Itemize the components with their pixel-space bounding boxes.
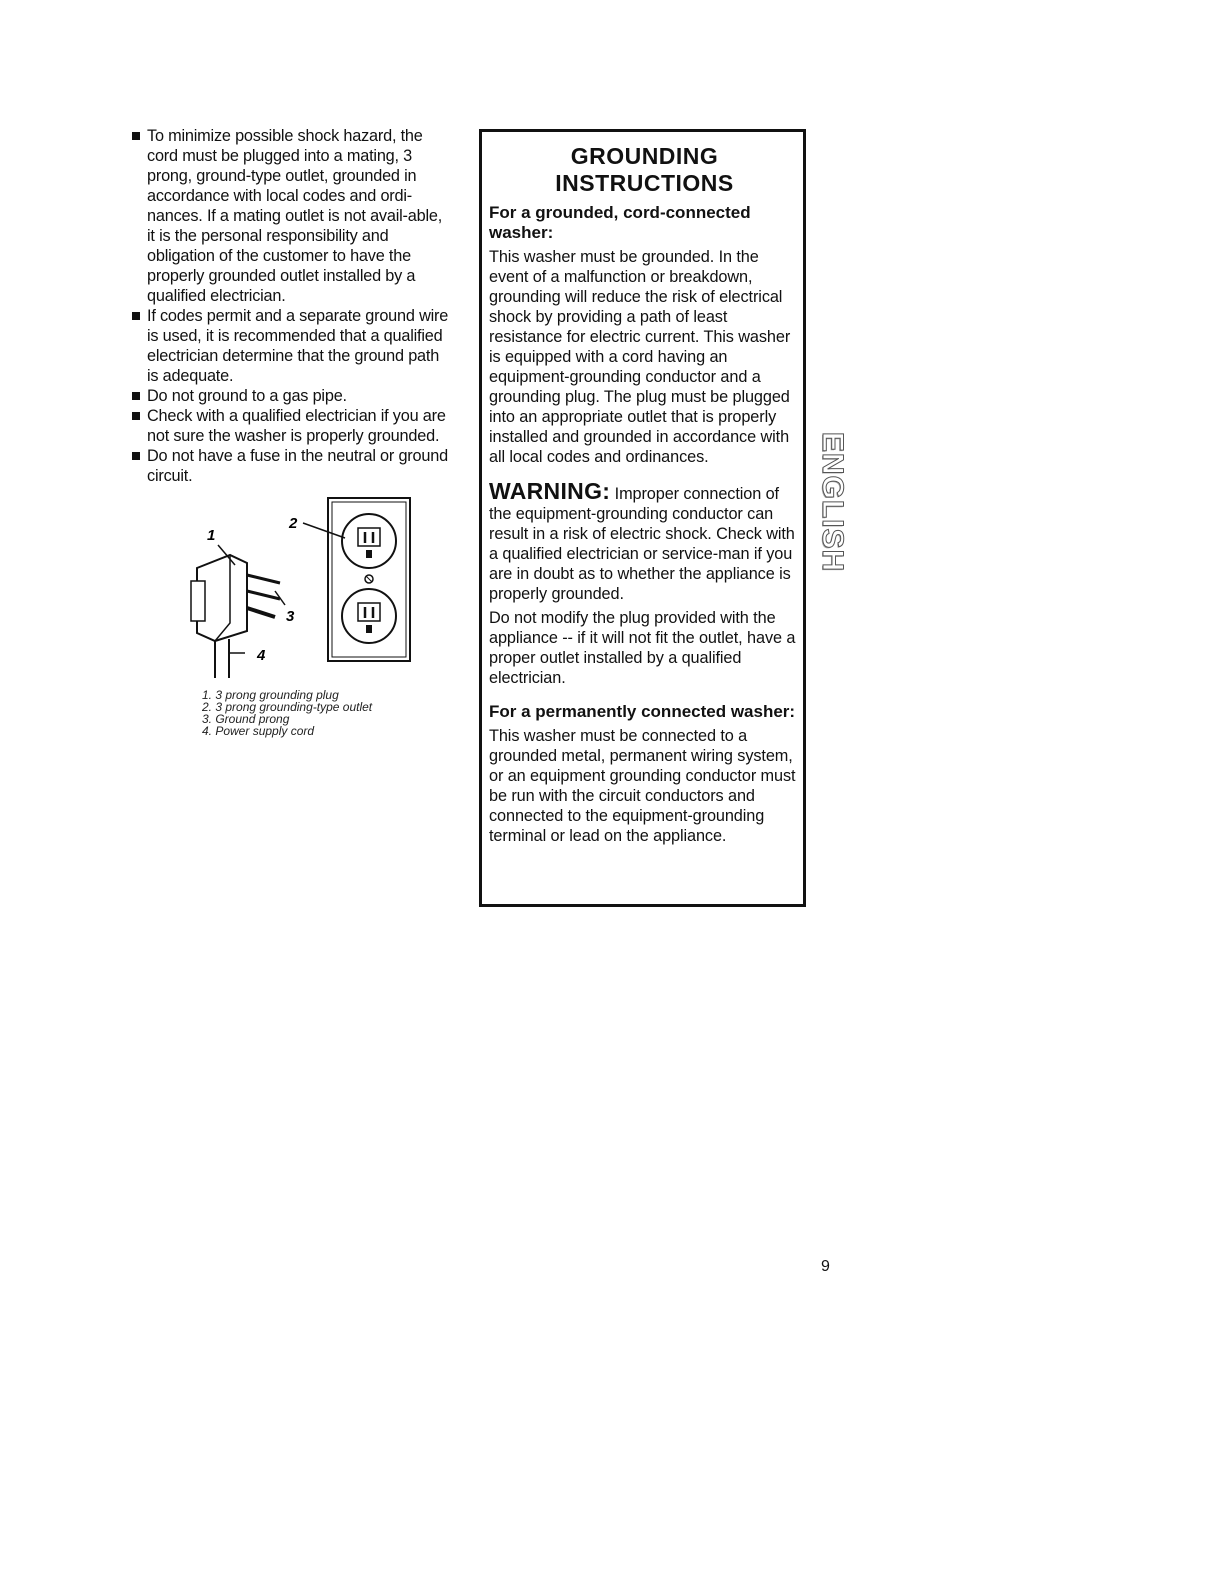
bullet-item: To minimize possible shock hazard, the cord must be plugged into a mating, 3 prong, ground-type outlet, grounded in accordance with local codes and ordi-nances. If a mating outlet is not avail-able, it is the personal responsibility and obligation of the customer to have the properly grounded outlet installed by a qualified electrician. bbox=[129, 126, 454, 306]
caption-item: 4. Power supply cord bbox=[202, 724, 315, 738]
paragraph-cord-connected: This washer must be grounded. In the event of a malfunction or breakdown, grounding will reduce the risk of electrical shock by providing a path of least resistance for electric current. This washer is equipped with a cord having an equipment-grounding conductor and a grounding plug. The plug must be plugged into an appropriate outlet that is properly installed and grounded in accordance with all local codes and ordinances. bbox=[489, 248, 791, 466]
language-tab bbox=[816, 412, 849, 592]
warning-label: WARNING: bbox=[489, 478, 611, 504]
warning-text: Improper connection of the equipment-grounding conductor can result in a risk of electric shock. Check with a qualified electrician or service-man if you are in doubt as to whether the appliance is properly grounded. bbox=[489, 485, 795, 603]
warning-paragraph bbox=[489, 478, 800, 604]
callout-4: 4 bbox=[257, 647, 266, 664]
callout-3: 3 bbox=[286, 608, 295, 625]
callout-1: 1 bbox=[207, 527, 216, 544]
box-title-line1: GROUNDING bbox=[570, 143, 719, 169]
heading-cord-connected: For a grounded, cord-connected washer: bbox=[489, 203, 751, 242]
safety-bullets bbox=[129, 126, 454, 486]
bullet-item: Do not ground to a gas pipe. bbox=[129, 386, 454, 406]
language-tab-label: ENGLISH bbox=[816, 431, 849, 573]
bullet-item: Do not have a fuse in the neutral or ground circuit. bbox=[129, 446, 454, 486]
bullet-item: If codes permit and a separate ground wire is used, it is recommended that a qualified electrician determine that the ground path is adequate. bbox=[129, 306, 454, 386]
callout-2: 2 bbox=[289, 515, 298, 532]
plug bbox=[191, 555, 280, 678]
caption-item: 2. 3 prong grounding-type outlet bbox=[202, 700, 373, 714]
plug-outlet-illustration bbox=[185, 493, 425, 688]
figure-captions bbox=[202, 689, 372, 737]
grounding-instructions-box bbox=[479, 129, 806, 907]
box-title-line2: INSTRUCTIONS bbox=[555, 170, 734, 196]
outlet-plate bbox=[328, 498, 410, 661]
page-number: 9 bbox=[821, 1258, 830, 1275]
caption-item: 1. 3 prong grounding plug bbox=[202, 688, 339, 702]
paragraph-do-not-modify: Do not modify the plug provided with the appliance -- if it will not fit the outlet, have a proper outlet installed by a qualified electrician. bbox=[489, 609, 796, 687]
box-title bbox=[489, 143, 800, 197]
bullet-item: Check with a qualified electrician if you are not sure the washer is properly grounded. bbox=[129, 406, 454, 446]
heading-permanently-connected: For a permanently connected washer: bbox=[489, 702, 796, 721]
caption-item: 3. Ground prong bbox=[202, 712, 290, 726]
paragraph-permanently-connected: This washer must be connected to a grounded metal, permanent wiring system, or an equipment grounding conductor must be run with the circuit conductors and connected to the equipment-grounding terminal or lead on the appliance. bbox=[489, 727, 796, 845]
